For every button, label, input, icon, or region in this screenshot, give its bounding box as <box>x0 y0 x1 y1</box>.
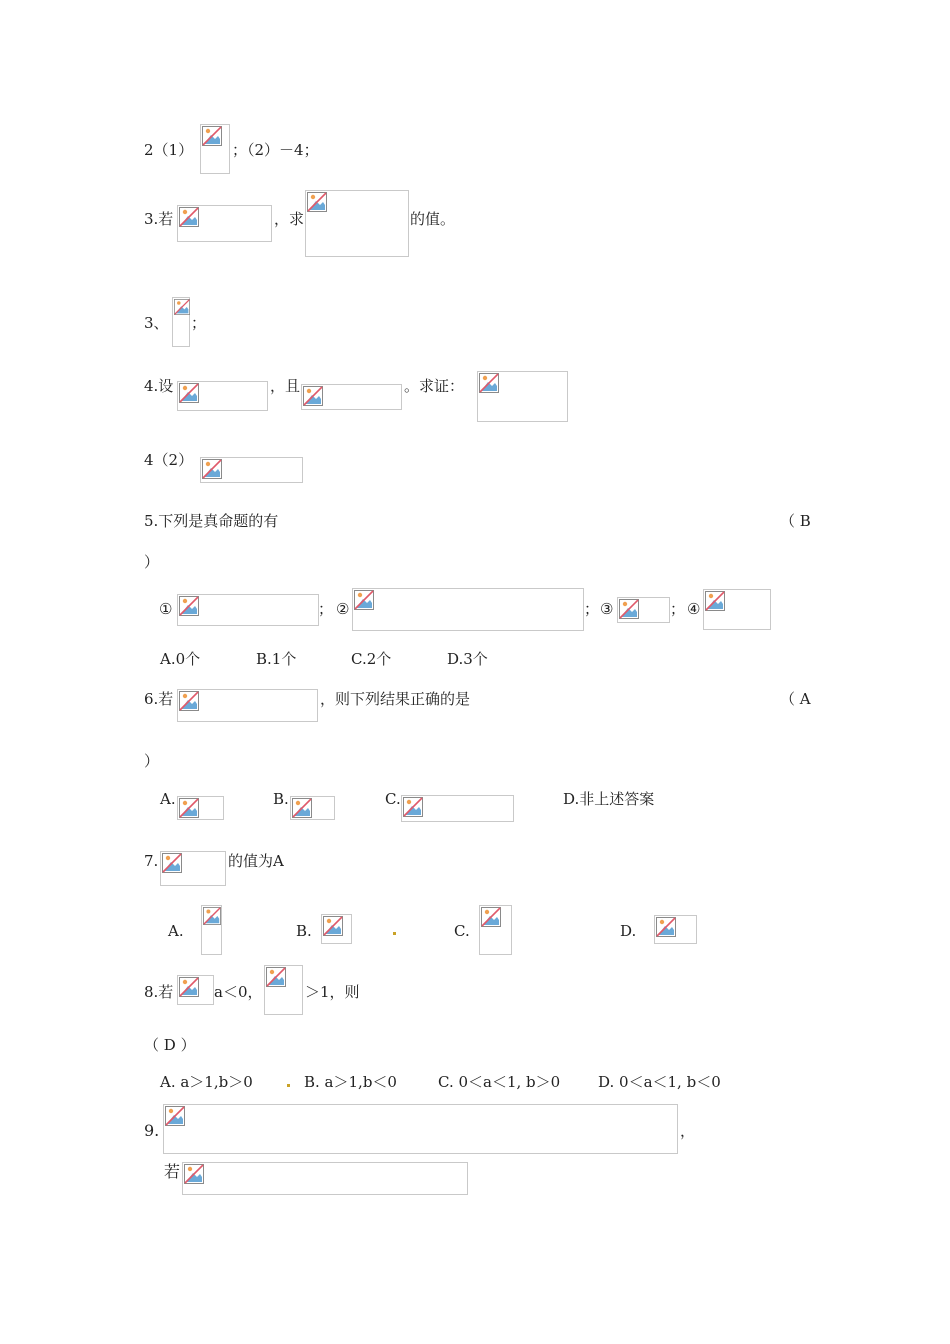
q2-prefix: 2（1） <box>144 141 194 159</box>
formula-image <box>617 597 670 623</box>
q7-question: 的值为A <box>228 852 284 870</box>
broken-image-icon <box>656 917 676 937</box>
broken-image-icon <box>179 383 199 403</box>
broken-image-icon <box>354 590 374 610</box>
q6-option-d: D.非上述答案 <box>563 790 655 808</box>
formula-image <box>182 1162 468 1195</box>
broken-image-icon <box>179 798 199 818</box>
broken-image-icon <box>179 207 199 227</box>
stray-dot <box>287 1084 290 1087</box>
q5-option-c: C.2个 <box>351 650 392 668</box>
formula-image <box>352 588 584 631</box>
q5-separator: ； <box>584 600 600 618</box>
q8-option-b: B. a＞1,b＜0 <box>304 1073 397 1091</box>
q9-comma: ， <box>680 1122 696 1140</box>
q5-separator: ； <box>670 600 686 618</box>
q8-option-d: D. 0＜a＜1, b＜0 <box>598 1073 721 1091</box>
broken-image-icon <box>481 907 501 927</box>
q5-separator: ； <box>318 600 334 618</box>
q8-prefix: 8.若 <box>144 983 174 1001</box>
stray-dot <box>393 932 396 935</box>
formula-image <box>172 297 190 347</box>
broken-image-icon <box>292 798 312 818</box>
broken-image-icon <box>202 126 222 146</box>
q5-answer: （ B <box>780 512 811 530</box>
q3-middle: ，求 <box>274 210 305 228</box>
broken-image-icon <box>619 599 639 619</box>
broken-image-icon <box>162 853 182 873</box>
q5-choice-3-marker: ③ <box>600 600 614 618</box>
formula-image <box>177 594 319 626</box>
q4-middle: ，且 <box>270 377 301 395</box>
q7-option-a-label: A. <box>168 922 184 940</box>
formula-image <box>290 796 335 820</box>
broken-image-icon <box>479 373 499 393</box>
broken-image-icon <box>179 691 199 711</box>
q8-option-a: A. a＞1,b＞0 <box>160 1073 253 1091</box>
q4-suffix: 。求证： <box>404 377 465 395</box>
broken-image-icon <box>303 386 323 406</box>
q3-suffix: 的值。 <box>410 210 456 228</box>
formula-image <box>301 384 402 410</box>
formula-image <box>264 965 303 1015</box>
q9-prefix: 9. <box>144 1121 160 1140</box>
q7-option-d-label: D. <box>620 922 637 940</box>
broken-image-icon <box>403 797 423 817</box>
a3-suffix: ； <box>191 314 207 332</box>
broken-image-icon <box>184 1164 204 1184</box>
broken-image-icon <box>203 907 221 925</box>
a3-prefix: 3、 <box>144 314 169 332</box>
formula-image <box>200 457 303 483</box>
formula-image <box>479 905 512 955</box>
q6-answer: （ A <box>780 690 811 708</box>
broken-image-icon <box>705 591 725 611</box>
q5-option-d: D.3个 <box>447 650 488 668</box>
formula-image <box>200 124 230 174</box>
q6-option-c-label: C. <box>385 790 401 808</box>
formula-image <box>654 915 697 944</box>
broken-image-icon <box>202 459 222 479</box>
formula-image <box>177 689 318 722</box>
q8-condition: a＜0， <box>214 983 263 1001</box>
q9-if: 若 <box>164 1162 181 1181</box>
q5-close-paren: ） <box>144 553 160 571</box>
formula-image <box>477 371 568 422</box>
q8-answer: （ D ） <box>144 1036 196 1054</box>
q6-prefix: 6.若 <box>144 690 174 708</box>
q7-option-c-label: C. <box>454 922 470 940</box>
formula-image <box>177 796 224 820</box>
q8-suffix: ＞1，则 <box>305 983 360 1001</box>
q5-option-b: B.1个 <box>256 650 297 668</box>
broken-image-icon <box>323 916 343 936</box>
q7-prefix: 7. <box>144 852 159 870</box>
q6-close-paren: ） <box>144 752 160 770</box>
formula-image <box>703 589 771 630</box>
formula-image <box>177 975 214 1005</box>
q5-question: 5.下列是真命题的有 <box>144 512 279 530</box>
formula-image <box>321 914 352 944</box>
q3-prefix: 3.若 <box>144 210 174 228</box>
q5-option-a: A.0个 <box>160 650 201 668</box>
formula-image <box>305 190 409 257</box>
formula-image <box>160 851 226 886</box>
q5-choice-4-marker: ④ <box>687 600 701 618</box>
q4-prefix: 4.设 <box>144 377 174 395</box>
formula-image <box>401 795 514 822</box>
broken-image-icon <box>179 596 199 616</box>
q8-option-c: C. 0＜a＜1, b＞0 <box>438 1073 561 1091</box>
q5-choice-1-marker: ① <box>159 600 173 618</box>
q5-choice-2-marker: ② <box>336 600 350 618</box>
formula-image <box>201 905 222 955</box>
formula-image <box>177 381 268 411</box>
broken-image-icon <box>307 192 327 212</box>
q6-option-b-label: B. <box>273 790 289 808</box>
broken-image-icon <box>179 977 199 997</box>
q2-rest: ；（2）－4； <box>232 141 319 159</box>
a4-prefix: 4（2） <box>144 451 194 469</box>
broken-image-icon <box>165 1106 185 1126</box>
q6-option-a-label: A. <box>160 790 176 808</box>
broken-image-icon <box>266 967 286 987</box>
formula-image <box>177 205 272 242</box>
q6-question: ，则下列结果正确的是 <box>320 690 471 708</box>
q7-option-b-label: B. <box>296 922 312 940</box>
broken-image-icon <box>174 299 190 315</box>
formula-image <box>163 1104 678 1154</box>
